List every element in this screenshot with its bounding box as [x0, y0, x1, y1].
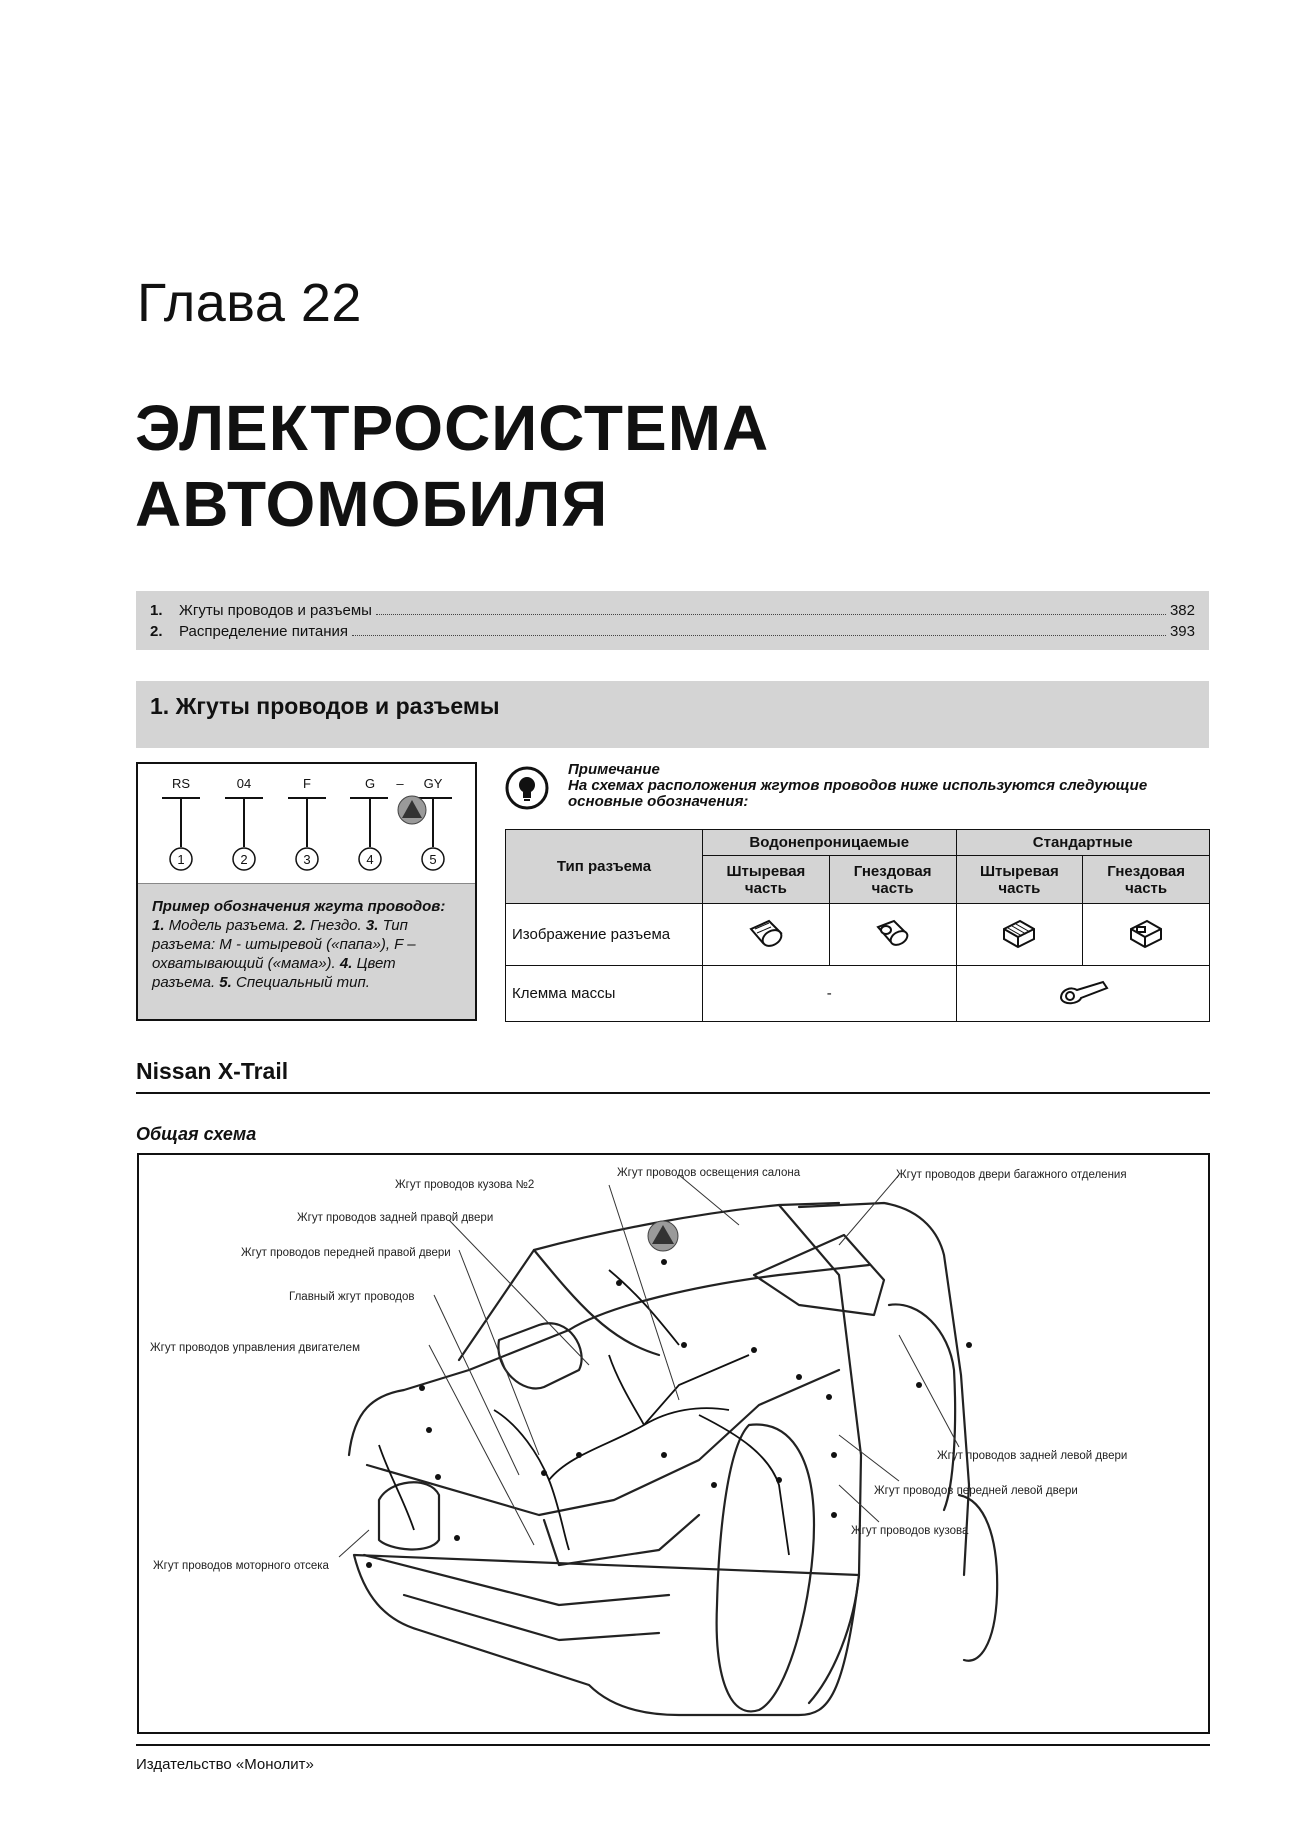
section-heading-bar [136, 681, 1209, 748]
cell-standard-female [1083, 904, 1210, 966]
waterproof-female-connector-icon [870, 915, 916, 951]
legend-item-text: Тип разъема: М - штыревой («папа»), F – охватывающий («мама»). [152, 917, 416, 972]
label-front-right-door-harness: Жгут проводов передней правой двери [241, 1247, 451, 1259]
label-rear-left-door-harness: Жгут проводов задней левой двери [937, 1450, 1128, 1462]
toc-entry[interactable] [150, 599, 1195, 619]
cell-ground-waterproof: - [703, 966, 957, 1022]
note-heading: Примечание [568, 761, 660, 778]
toc-entry[interactable] [150, 620, 1195, 640]
lightbulb-note-icon [505, 766, 549, 810]
label-main-harness: Главный жгут проводов [289, 1291, 415, 1303]
legend-code: RS [171, 776, 191, 791]
legend-number: 1 [177, 852, 185, 867]
harness-code-legend [136, 762, 477, 1021]
cell-waterproof-male [703, 904, 830, 966]
cell-ground-standard [956, 966, 1210, 1022]
label-engine-control-harness: Жгут проводов управления двигателем [150, 1342, 360, 1354]
legend-item-text: Модель разъема. [168, 917, 290, 934]
legend-item-text: Гнездо. [310, 917, 362, 934]
diagram-title: Общая схема [136, 1124, 257, 1144]
legend-number: 3 [303, 852, 311, 867]
legend-code: F [303, 776, 311, 791]
cell-standard-male [956, 904, 1083, 966]
standard-female-connector-icon [1123, 915, 1169, 951]
publisher-footer: Издательство «Монолит» [136, 1756, 314, 1773]
header-female-standard: Гнездовая часть [1083, 856, 1210, 904]
toc-entry-title: Жгуты проводов и разъемы [179, 602, 372, 619]
legend-code: GY [423, 776, 443, 791]
table-row [506, 830, 1210, 856]
chapter-title [135, 390, 769, 542]
toc-entry-page: 393 [1169, 623, 1195, 640]
header-connector-type: Тип разъема [506, 830, 703, 904]
legend-code: G [364, 776, 376, 791]
ground-terminal-icon [1055, 976, 1111, 1008]
legend-item-text: Цвет разъема. [152, 955, 396, 991]
label-interior-light-harness: Жгут проводов освещения салона [617, 1167, 801, 1179]
special-type-symbol-icon [398, 796, 426, 824]
label-body-harness: Жгут проводов кузова [851, 1525, 969, 1537]
table-row [506, 966, 1210, 1022]
special-type-symbol-icon [648, 1221, 678, 1251]
legend-number: 5 [429, 852, 437, 867]
toc-entry-page: 382 [1169, 602, 1195, 619]
vehicle-drawing [139, 1155, 1208, 1732]
toc-dot-leader [376, 614, 1166, 615]
table-of-contents [136, 591, 1209, 650]
divider [136, 1092, 1210, 1094]
section-heading: 1. Жгуты проводов и разъемы [150, 693, 500, 719]
legend-code: – [396, 776, 404, 791]
legend-number: 2 [240, 852, 248, 867]
header-male-waterproof: Штыревая часть [703, 856, 830, 904]
legend-item-number: 3. [365, 917, 379, 934]
legend-item-text: Специальный тип. [235, 974, 370, 991]
header-female-waterproof: Гнездовая часть [829, 856, 956, 904]
standard-male-connector-icon [996, 915, 1042, 951]
legend-item-number: 2. [293, 917, 306, 934]
legend-item-number: 1. [152, 917, 165, 934]
label-tailgate-harness: Жгут проводов двери багажного отделения [896, 1169, 1127, 1181]
note-block [568, 762, 1216, 810]
toc-entry-number: 1. [150, 602, 163, 619]
wiring-harness-diagram [137, 1153, 1210, 1734]
legend-caption [138, 883, 475, 1019]
footer-divider [136, 1744, 1210, 1746]
legend-caption-lead: Пример обозначения жгута проводов: [152, 898, 446, 915]
chapter-title-line-1: ЭЛЕКТРОСИСТЕМА [135, 392, 770, 464]
toc-entry-number: 2. [150, 623, 163, 640]
header-male-standard: Штыревая часть [956, 856, 1083, 904]
legend-item-number: 5. [219, 974, 232, 991]
chapter-title-line-2: АВТОМОБИЛЯ [135, 468, 609, 540]
label-engine-room-harness: Жгут проводов моторного отсека [153, 1560, 329, 1572]
label-body-harness-2: Жгут проводов кузова №2 [395, 1179, 535, 1191]
legend-code: 04 [236, 776, 252, 791]
legend-number: 4 [366, 852, 374, 867]
legend-item-number: 4. [339, 955, 353, 972]
note-text: На схемах расположения жгутов проводов ниже используются следующие основные обозначения: [568, 777, 1148, 810]
row-label-ground-terminal: Клемма массы [506, 966, 703, 1022]
chapter-label: Глава 22 [137, 273, 362, 333]
label-front-left-door-harness: Жгут проводов передней левой двери [874, 1485, 1078, 1497]
header-waterproof: Водонепроницаемые [703, 830, 957, 856]
toc-entry-title: Распределение питания [179, 623, 349, 640]
model-heading: Nissan X-Trail [136, 1058, 289, 1084]
connector-symbols-table [505, 829, 1210, 1022]
harness-code-drawing [138, 764, 475, 884]
table-row [506, 904, 1210, 966]
row-label-connector-image: Изображение разъема [506, 904, 703, 966]
label-rear-right-door-harness: Жгут проводов задней правой двери [297, 1212, 494, 1224]
waterproof-male-connector-icon [743, 915, 789, 951]
toc-dot-leader [352, 635, 1166, 636]
cell-waterproof-female [829, 904, 956, 966]
header-standard: Стандартные [956, 830, 1210, 856]
